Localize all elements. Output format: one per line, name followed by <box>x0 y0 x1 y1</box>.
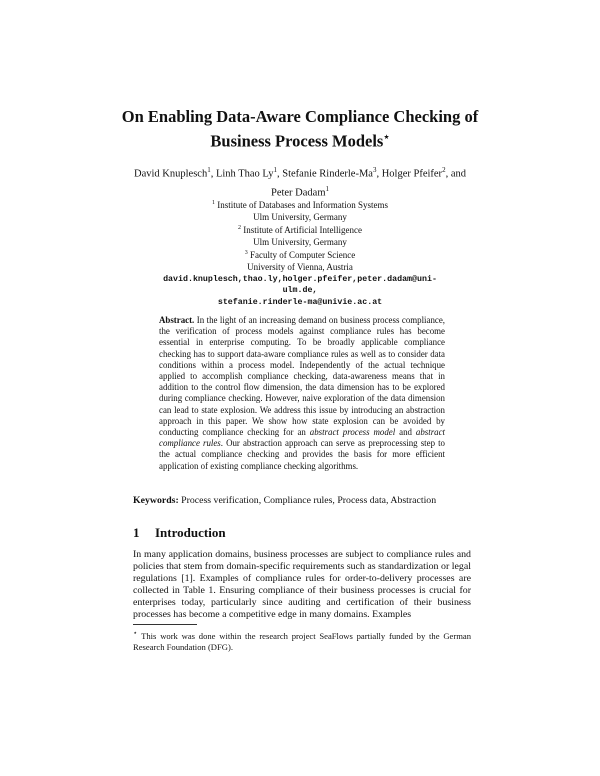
abstract <box>159 315 445 472</box>
abstract-text-1: In the light of an increasing demand on business process compliance, the verification of process models against compliance rules has become essential in enterprise computing. To be broadly applicable compliance checking has to support data-aware compliance rules as well as to consider data conditions within a process model. Independently of the actual technique applied to accomplish compliance checking, data-awareness means that in addition to the control flow dimension, the data dimension has to be explored during compliance checking. However, naive exploration of the data dimension can lead to state explosion. We address this issue by introducing an abstraction approach in this paper. We show how state explosion can be avoided by conducting compliance checking for an <box>159 315 445 438</box>
author-affiliation-mark: 1 <box>207 166 211 174</box>
affiliation-location: Ulm University, Germany <box>253 236 347 247</box>
keywords-text: Process verification, Compliance rules, Process data, Abstraction <box>181 495 437 506</box>
affiliation <box>150 248 450 262</box>
abstract-and: and <box>399 427 412 438</box>
title-line-2: Business Process Models <box>210 131 384 151</box>
footnote-rule <box>133 624 197 625</box>
author-emails-line-2: stefanie.rinderle-ma@univie.ac.at <box>217 297 383 307</box>
introduction-paragraph: In many application domains, business processes are subject to compliance rules and policies that stem from domain-specific requirements such as standardization or legal regulations [1]. Examples of compliance rules for order-to-delivery processes are collected in Table 1. Ensuring compliance of their business processes is crucial for enterprises today, particularly since auditing and certification of their business processes has become a competitive edge in many domains. Examples <box>133 549 471 621</box>
affiliation <box>150 198 450 212</box>
author-name: Peter Dadam <box>270 187 326 198</box>
author-affiliation-mark: 1 <box>325 184 330 193</box>
abstract-text-2: . Our abstraction approach can serve as preprocessing step to the actual compliance checking and provides the basis for more efficient application of existing compliance checking algorithms. <box>159 438 445 471</box>
author-affiliation-mark: 3 <box>372 166 377 174</box>
affiliation-name: Institute of Artificial Intelligence <box>243 225 362 236</box>
affiliation-name: Institute of Databases and Information Systems <box>217 200 388 210</box>
footnote-text: This work was done within the research project SeaFlows partially funded by the German Research Foundation (DFG). <box>133 630 471 652</box>
author-name: Holger Pfeifer <box>381 168 443 180</box>
section-number: 1 <box>133 525 140 540</box>
author-list <box>120 163 480 200</box>
author-emails-line-1: david.knuplesch,thao.ly,holger.pfeifer,peter.dadam@uni-ulm.de, <box>163 274 437 296</box>
abstract-emphasis-2: abstract compliance rules <box>159 427 445 449</box>
affiliations <box>150 198 450 308</box>
author-separator: , <box>376 168 380 180</box>
author-name: Stefanie Rinderle-Ma <box>282 168 373 180</box>
affiliation-location: Ulm University, Germany <box>253 211 347 222</box>
author-affiliation-mark: 2 <box>442 166 446 174</box>
abstract-label: Abstract. <box>159 315 195 325</box>
keywords <box>133 495 473 507</box>
footnote-mark: ⋆ <box>133 629 138 637</box>
author-affiliation-mark: 1 <box>273 166 278 174</box>
paper-title <box>100 106 500 152</box>
affiliation-location: University of Vienna, Austria <box>247 261 353 272</box>
author-and: , and <box>445 168 466 180</box>
affiliation <box>150 223 450 237</box>
author-separator: , <box>277 168 280 180</box>
abstract-emphasis-1: abstract process model <box>309 427 396 438</box>
title-footnote-mark: ⋆ <box>383 132 390 143</box>
author-name: Linh Thao Ly <box>215 168 274 180</box>
affiliation-name: Faculty of Computer Science <box>250 250 356 261</box>
affiliation-mark: 1 <box>212 200 216 206</box>
keywords-label: Keywords: <box>133 495 179 506</box>
section-title: Introduction <box>155 525 226 540</box>
affiliation-mark: 3 <box>244 250 248 257</box>
footnote <box>133 628 471 653</box>
author-separator: , <box>210 168 214 180</box>
author-name: David Knuplesch <box>134 168 208 180</box>
section-heading <box>133 525 226 541</box>
title-line-1: On Enabling Data-Aware Compliance Checking of <box>121 107 479 126</box>
affiliation-mark: 2 <box>238 225 242 232</box>
